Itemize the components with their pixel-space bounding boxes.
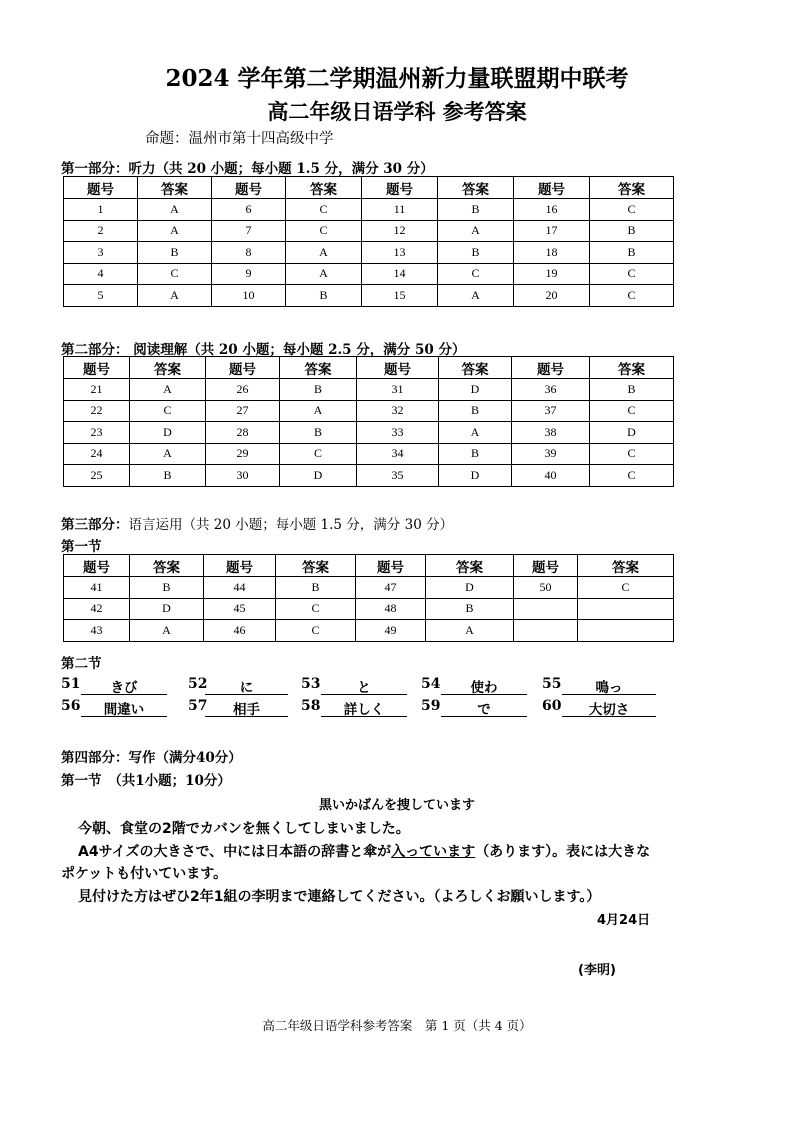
question-number-cell: 6 bbox=[212, 199, 286, 221]
answer-cell: B bbox=[590, 242, 674, 264]
answer-cell: B bbox=[276, 577, 356, 599]
part2-answer-table bbox=[63, 356, 674, 487]
part4-heading: 第四部分：写作（满分40分） bbox=[61, 750, 242, 766]
question-number-cell: 38 bbox=[512, 422, 590, 444]
answer-cell: A bbox=[438, 285, 514, 307]
table-row bbox=[64, 598, 674, 620]
part3-heading-text: 语言运用（共 20 小题；每小题 1.5 分，满分 30 分） bbox=[128, 517, 454, 533]
author-line: 命题：温州市第十四高级中学 bbox=[145, 131, 334, 147]
fill-in-number: 53 bbox=[301, 676, 321, 692]
column-header: 题号 bbox=[212, 177, 286, 199]
table-row bbox=[64, 443, 674, 465]
question-number-cell: 43 bbox=[64, 620, 130, 642]
question-number-cell: 48 bbox=[356, 598, 426, 620]
fill-in-answer: 相手 bbox=[205, 698, 288, 717]
question-number-cell: 47 bbox=[356, 577, 426, 599]
answer-cell: D bbox=[280, 465, 357, 487]
question-number-cell: 8 bbox=[212, 242, 286, 264]
answer-cell: C bbox=[590, 263, 674, 285]
column-header: 题号 bbox=[204, 555, 276, 577]
question-number-cell: 11 bbox=[362, 199, 438, 221]
essay-date: 4月24日 bbox=[597, 913, 651, 928]
answer-cell: A bbox=[130, 379, 206, 401]
question-number-cell: 1 bbox=[64, 199, 138, 221]
answer-cell: B bbox=[439, 443, 512, 465]
column-header: 答案 bbox=[276, 555, 356, 577]
question-number-cell: 36 bbox=[512, 379, 590, 401]
answer-cell: A bbox=[439, 422, 512, 444]
question-number-cell: 3 bbox=[64, 242, 138, 264]
fill-in-number: 59 bbox=[421, 698, 441, 714]
fill-in-number: 56 bbox=[61, 698, 81, 714]
answer-cell: A bbox=[438, 220, 514, 242]
essay-paragraph-3: 見付けた方はぜひ2年1組の李明まで連絡してください。（よろしくお願いします。） bbox=[78, 889, 601, 905]
question-number-cell: 7 bbox=[212, 220, 286, 242]
question-number-cell: 18 bbox=[514, 242, 590, 264]
answer-cell: C bbox=[590, 400, 674, 422]
answer-cell: C bbox=[578, 577, 674, 599]
question-number-cell: 24 bbox=[64, 443, 130, 465]
question-number-cell: 45 bbox=[204, 598, 276, 620]
column-header: 题号 bbox=[64, 555, 130, 577]
fill-in-answer: 鳴っ bbox=[562, 676, 656, 695]
table-row bbox=[64, 263, 674, 285]
answer-cell: B bbox=[280, 422, 357, 444]
answer-cell: A bbox=[138, 199, 212, 221]
answer-cell bbox=[578, 598, 674, 620]
part4-section1-label: 第一节 （共1小题；10分） bbox=[61, 773, 231, 789]
part3-answer-table bbox=[63, 554, 674, 642]
part3-section2-label: 第二节 bbox=[61, 656, 102, 672]
table-row bbox=[64, 465, 674, 487]
column-header: 答案 bbox=[438, 177, 514, 199]
question-number-cell: 50 bbox=[514, 577, 578, 599]
answer-cell: B bbox=[590, 220, 674, 242]
column-header: 答案 bbox=[130, 357, 206, 379]
column-header: 答案 bbox=[590, 357, 674, 379]
answer-cell: A bbox=[280, 400, 357, 422]
question-number-cell: 20 bbox=[514, 285, 590, 307]
fill-in-answer: 間違い bbox=[81, 698, 167, 717]
answer-cell: B bbox=[438, 199, 514, 221]
essay-paragraph-2 bbox=[78, 841, 650, 861]
question-number-cell: 22 bbox=[64, 400, 130, 422]
column-header: 答案 bbox=[130, 555, 204, 577]
fill-in-answer: 詳しく bbox=[321, 698, 407, 717]
fill-in-number: 52 bbox=[188, 676, 208, 692]
column-header: 题号 bbox=[512, 357, 590, 379]
fill-in-answer: で bbox=[441, 698, 527, 717]
answer-cell: D bbox=[130, 422, 206, 444]
answer-cell: D bbox=[439, 465, 512, 487]
question-number-cell: 31 bbox=[357, 379, 439, 401]
column-header: 答案 bbox=[578, 555, 674, 577]
fill-in-answer: 使わ bbox=[441, 676, 527, 695]
question-number-cell: 39 bbox=[512, 443, 590, 465]
fill-in-answer: 大切さ bbox=[562, 698, 656, 717]
question-number-cell: 28 bbox=[206, 422, 280, 444]
answer-cell: B bbox=[280, 379, 357, 401]
answer-cell: C bbox=[590, 199, 674, 221]
page-title: 2024 学年第二学期温州新力量联盟期中联考 bbox=[165, 65, 629, 92]
question-number-cell: 41 bbox=[64, 577, 130, 599]
answer-cell: B bbox=[286, 285, 362, 307]
column-header: 题号 bbox=[362, 177, 438, 199]
essay-signature: (李明) bbox=[578, 963, 616, 978]
question-number-cell bbox=[514, 598, 578, 620]
fill-in-answer: と bbox=[321, 676, 407, 695]
answer-cell: C bbox=[590, 465, 674, 487]
essay-paragraph-2-part-a: A4サイズの大きさで、中には日本語の辞書と傘が bbox=[78, 844, 392, 860]
question-number-cell: 15 bbox=[362, 285, 438, 307]
question-number-cell: 21 bbox=[64, 379, 130, 401]
column-header: 答案 bbox=[590, 177, 674, 199]
fill-in-number: 58 bbox=[301, 698, 321, 714]
question-number-cell: 37 bbox=[512, 400, 590, 422]
question-number-cell bbox=[514, 620, 578, 642]
column-header: 题号 bbox=[357, 357, 439, 379]
table-header-row bbox=[64, 177, 674, 199]
essay-paragraph-2-cont: ポケットも付いています。 bbox=[61, 866, 228, 882]
column-header: 题号 bbox=[514, 555, 578, 577]
table-row bbox=[64, 577, 674, 599]
answer-cell: B bbox=[426, 598, 514, 620]
question-number-cell: 19 bbox=[514, 263, 590, 285]
question-number-cell: 26 bbox=[206, 379, 280, 401]
question-number-cell: 9 bbox=[212, 263, 286, 285]
question-number-cell: 17 bbox=[514, 220, 590, 242]
answer-cell bbox=[578, 620, 674, 642]
table-header-row bbox=[64, 555, 674, 577]
answer-cell: B bbox=[138, 242, 212, 264]
fill-in-answer: きび bbox=[81, 676, 167, 695]
answer-cell: D bbox=[439, 379, 512, 401]
question-number-cell: 42 bbox=[64, 598, 130, 620]
answer-cell: C bbox=[286, 199, 362, 221]
essay-paragraph-2-part-b: （あります）。表には大きな bbox=[475, 844, 651, 860]
answer-cell: C bbox=[286, 220, 362, 242]
answer-cell: C bbox=[276, 620, 356, 642]
question-number-cell: 10 bbox=[212, 285, 286, 307]
page-footer: 高二年级日语学科参考答案 第 1 页（共 4 页） bbox=[262, 1018, 532, 1033]
question-number-cell: 30 bbox=[206, 465, 280, 487]
answer-cell: D bbox=[590, 422, 674, 444]
column-header: 题号 bbox=[64, 357, 130, 379]
answer-cell: A bbox=[426, 620, 514, 642]
answer-cell: A bbox=[130, 443, 206, 465]
answer-cell: C bbox=[280, 443, 357, 465]
question-number-cell: 13 bbox=[362, 242, 438, 264]
part3-heading-label: 第三部分： bbox=[61, 517, 129, 533]
question-number-cell: 23 bbox=[64, 422, 130, 444]
answer-cell: D bbox=[426, 577, 514, 599]
table-row bbox=[64, 400, 674, 422]
answer-cell: A bbox=[138, 220, 212, 242]
answer-cell: B bbox=[439, 400, 512, 422]
column-header: 答案 bbox=[286, 177, 362, 199]
page-subtitle: 高二年级日语学科 参考答案 bbox=[267, 99, 527, 124]
table-row bbox=[64, 199, 674, 221]
question-number-cell: 32 bbox=[357, 400, 439, 422]
answer-cell: C bbox=[276, 598, 356, 620]
fill-in-number: 60 bbox=[542, 698, 562, 714]
answer-cell: D bbox=[130, 598, 204, 620]
column-header: 题号 bbox=[356, 555, 426, 577]
answer-cell: C bbox=[138, 263, 212, 285]
part3-heading bbox=[61, 513, 453, 533]
question-number-cell: 34 bbox=[357, 443, 439, 465]
fill-in-number: 55 bbox=[542, 676, 562, 692]
part1-answer-table bbox=[63, 176, 674, 307]
column-header: 答案 bbox=[426, 555, 514, 577]
answer-cell: C bbox=[438, 263, 514, 285]
table-row bbox=[64, 242, 674, 264]
essay-paragraph-1: 今朝、食堂の2階でカバンを無くしてしまいました。 bbox=[78, 821, 410, 837]
part1-heading: 第一部分：听力（共 20 小题；每小题 1.5 分，满分 30 分） bbox=[61, 161, 434, 177]
column-header: 题号 bbox=[514, 177, 590, 199]
question-number-cell: 40 bbox=[512, 465, 590, 487]
column-header: 题号 bbox=[64, 177, 138, 199]
column-header: 答案 bbox=[280, 357, 357, 379]
question-number-cell: 2 bbox=[64, 220, 138, 242]
question-number-cell: 14 bbox=[362, 263, 438, 285]
question-number-cell: 44 bbox=[204, 577, 276, 599]
fill-in-number: 57 bbox=[188, 698, 208, 714]
column-header: 题号 bbox=[206, 357, 280, 379]
answer-cell: C bbox=[590, 443, 674, 465]
essay-title: 黒いかばんを捜しています bbox=[318, 798, 475, 813]
question-number-cell: 25 bbox=[64, 465, 130, 487]
answer-cell: A bbox=[286, 263, 362, 285]
question-number-cell: 27 bbox=[206, 400, 280, 422]
part2-heading: 第二部分： 阅读理解（共 20 小题；每小题 2.5 分，满分 50 分） bbox=[61, 342, 466, 358]
table-header-row bbox=[64, 357, 674, 379]
question-number-cell: 5 bbox=[64, 285, 138, 307]
question-number-cell: 49 bbox=[356, 620, 426, 642]
question-number-cell: 35 bbox=[357, 465, 439, 487]
table-row bbox=[64, 379, 674, 401]
answer-cell: C bbox=[130, 400, 206, 422]
answer-cell: B bbox=[130, 465, 206, 487]
column-header: 答案 bbox=[439, 357, 512, 379]
fill-in-number: 51 bbox=[61, 676, 81, 692]
table-row bbox=[64, 422, 674, 444]
fill-in-number: 54 bbox=[421, 676, 441, 692]
table-row bbox=[64, 285, 674, 307]
question-number-cell: 4 bbox=[64, 263, 138, 285]
column-header: 答案 bbox=[138, 177, 212, 199]
part3-section1-label: 第一节 bbox=[61, 539, 102, 555]
table-row bbox=[64, 620, 674, 642]
essay-underlined-phrase: 入っています bbox=[391, 844, 476, 860]
question-number-cell: 29 bbox=[206, 443, 280, 465]
answer-cell: A bbox=[130, 620, 204, 642]
question-number-cell: 46 bbox=[204, 620, 276, 642]
table-row bbox=[64, 220, 674, 242]
fill-in-answer: に bbox=[205, 676, 288, 695]
answer-cell: A bbox=[138, 285, 212, 307]
answer-cell: C bbox=[590, 285, 674, 307]
answer-cell: B bbox=[130, 577, 204, 599]
question-number-cell: 16 bbox=[514, 199, 590, 221]
question-number-cell: 12 bbox=[362, 220, 438, 242]
question-number-cell: 33 bbox=[357, 422, 439, 444]
answer-cell: B bbox=[590, 379, 674, 401]
answer-cell: A bbox=[286, 242, 362, 264]
answer-cell: B bbox=[438, 242, 514, 264]
